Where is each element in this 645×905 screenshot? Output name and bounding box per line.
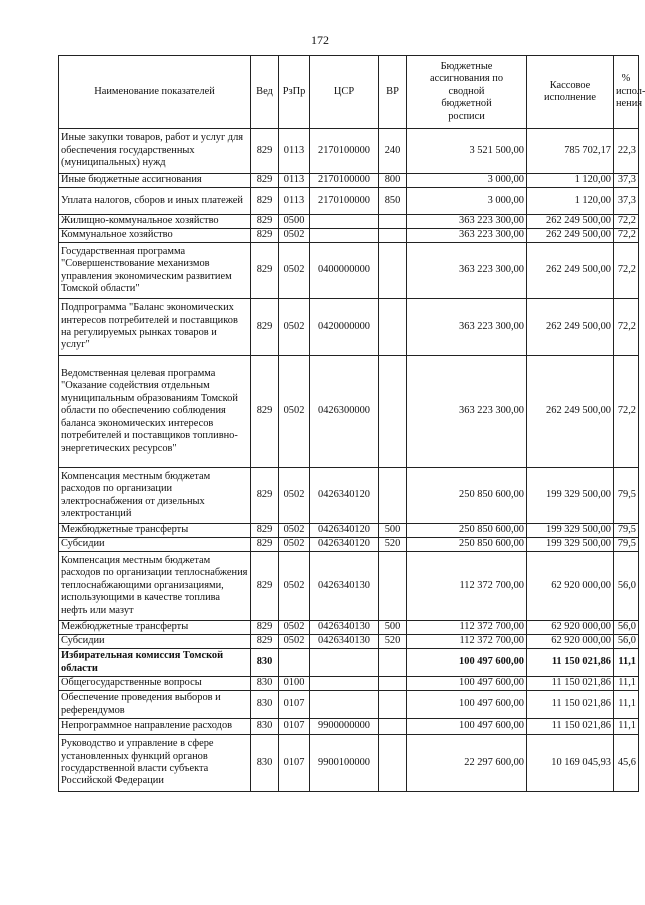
- cell-name: Коммунальное хозяйство: [59, 229, 251, 243]
- table-row: [59, 552, 639, 621]
- cell-vr: [379, 356, 407, 468]
- cell-pct: 22,3: [614, 129, 639, 174]
- table-row: [59, 243, 639, 299]
- cell-budget: 363 223 300,00: [407, 356, 527, 468]
- header-csr: ЦСР: [310, 56, 379, 129]
- header-budget: Бюджетные ассигнования по сводной бюджетной росписи: [407, 56, 527, 129]
- cell-cash: 62 920 000,00: [527, 621, 614, 635]
- cell-cash: 199 329 500,00: [527, 538, 614, 552]
- cell-rzpr: 0502: [279, 229, 310, 243]
- page-number: 172: [311, 33, 329, 47]
- cell-ved: 830: [251, 677, 279, 691]
- cell-budget: 100 497 600,00: [407, 677, 527, 691]
- cell-budget: 3 000,00: [407, 188, 527, 215]
- cell-csr: 0426340120: [310, 524, 379, 538]
- cell-csr: 2170100000: [310, 188, 379, 215]
- table-row: [59, 174, 639, 188]
- cell-pct: 11,1: [614, 719, 639, 735]
- cell-cash: 62 920 000,00: [527, 552, 614, 621]
- cell-ved: 829: [251, 468, 279, 524]
- cell-vr: [379, 468, 407, 524]
- cell-pct: 72,2: [614, 229, 639, 243]
- cell-pct: 11,1: [614, 677, 639, 691]
- cell-csr: 0420000000: [310, 299, 379, 356]
- cell-vr: 800: [379, 174, 407, 188]
- cell-cash: 262 249 500,00: [527, 299, 614, 356]
- cell-cash: 1 120,00: [527, 188, 614, 215]
- cell-rzpr: [279, 649, 310, 677]
- cell-cash: 262 249 500,00: [527, 356, 614, 468]
- cell-pct: 37,3: [614, 174, 639, 188]
- cell-csr: 0426340120: [310, 538, 379, 552]
- cell-csr: 0426300000: [310, 356, 379, 468]
- table-row: [59, 299, 639, 356]
- cell-cash: 262 249 500,00: [527, 215, 614, 229]
- cell-ved: 829: [251, 188, 279, 215]
- header-rzpr: РзПр: [279, 56, 310, 129]
- cell-vr: [379, 677, 407, 691]
- cell-csr: [310, 677, 379, 691]
- table-row: [59, 735, 639, 792]
- cell-cash: 11 150 021,86: [527, 649, 614, 677]
- cell-rzpr: 0502: [279, 524, 310, 538]
- header-ved: Вед: [251, 56, 279, 129]
- cell-pct: 79,5: [614, 538, 639, 552]
- cell-budget: 22 297 600,00: [407, 735, 527, 792]
- cell-csr: [310, 649, 379, 677]
- cell-vr: 500: [379, 524, 407, 538]
- cell-budget: 3 521 500,00: [407, 129, 527, 174]
- cell-ved: 829: [251, 215, 279, 229]
- cell-rzpr: 0500: [279, 215, 310, 229]
- table-row: [59, 691, 639, 719]
- cell-vr: [379, 719, 407, 735]
- cell-cash: 11 150 021,86: [527, 677, 614, 691]
- cell-ved: 829: [251, 356, 279, 468]
- cell-ved: 829: [251, 552, 279, 621]
- cell-ved: 829: [251, 621, 279, 635]
- budget-table: [58, 55, 645, 792]
- cell-rzpr: 0113: [279, 188, 310, 215]
- cell-cash: 11 150 021,86: [527, 719, 614, 735]
- table-row: [59, 524, 639, 538]
- cell-ved: 830: [251, 649, 279, 677]
- cell-budget: 112 372 700,00: [407, 552, 527, 621]
- cell-budget: 250 850 600,00: [407, 538, 527, 552]
- cell-name: Компенсация местным бюджетам расходов по организации электроснабжения от дизельных электростанций: [59, 468, 251, 524]
- cell-pct: 72,2: [614, 215, 639, 229]
- table-row: [59, 468, 639, 524]
- cell-rzpr: 0502: [279, 243, 310, 299]
- cell-budget: 112 372 700,00: [407, 621, 527, 635]
- cell-vr: 520: [379, 635, 407, 649]
- cell-name: Подпрограмма "Баланс экономических интересов потребителей и поставщиков на регулируемых рынках товаров и услуг": [59, 299, 251, 356]
- cell-pct: 56,0: [614, 635, 639, 649]
- cell-ved: 829: [251, 635, 279, 649]
- cell-vr: 240: [379, 129, 407, 174]
- cell-csr: [310, 229, 379, 243]
- cell-ved: 829: [251, 243, 279, 299]
- cell-pct: 45,6: [614, 735, 639, 792]
- cell-pct: 79,5: [614, 524, 639, 538]
- cell-pct: 72,2: [614, 299, 639, 356]
- table-row: [59, 538, 639, 552]
- cell-csr: 0426340130: [310, 635, 379, 649]
- cell-vr: [379, 552, 407, 621]
- cell-csr: 2170100000: [310, 174, 379, 188]
- cell-name: Государственная программа "Совершенствование механизмов управления экономическим развитием Томской области": [59, 243, 251, 299]
- header-name: Наименование показателей: [59, 56, 251, 129]
- cell-rzpr: 0107: [279, 735, 310, 792]
- cell-rzpr: 0502: [279, 468, 310, 524]
- cell-rzpr: 0113: [279, 174, 310, 188]
- cell-budget: 250 850 600,00: [407, 468, 527, 524]
- table-row: [59, 188, 639, 215]
- cell-cash: 62 920 000,00: [527, 635, 614, 649]
- cell-budget: 250 850 600,00: [407, 524, 527, 538]
- cell-name: Субсидии: [59, 538, 251, 552]
- cell-ved: 830: [251, 719, 279, 735]
- cell-ved: 830: [251, 735, 279, 792]
- cell-pct: 72,2: [614, 356, 639, 468]
- cell-csr: 2170100000: [310, 129, 379, 174]
- cell-vr: 500: [379, 621, 407, 635]
- header-percent: % испол- нения: [614, 56, 639, 129]
- cell-vr: 850: [379, 188, 407, 215]
- cell-vr: [379, 691, 407, 719]
- cell-ved: 830: [251, 691, 279, 719]
- cell-csr: 0400000000: [310, 243, 379, 299]
- cell-cash: 11 150 021,86: [527, 691, 614, 719]
- cell-csr: 0426340130: [310, 552, 379, 621]
- cell-ved: 829: [251, 538, 279, 552]
- cell-rzpr: 0502: [279, 621, 310, 635]
- cell-rzpr: 0502: [279, 635, 310, 649]
- cell-name: Руководство и управление в сфере установленных функций органов государственной власти субъекта Российской Федерации: [59, 735, 251, 792]
- table-row: [59, 649, 639, 677]
- header-cash: Кассовое исполнение: [527, 56, 614, 129]
- cell-rzpr: 0107: [279, 691, 310, 719]
- cell-csr: 9900000000: [310, 719, 379, 735]
- table-row: [59, 719, 639, 735]
- cell-name: Обеспечение проведения выборов и референдумов: [59, 691, 251, 719]
- table-row: [59, 215, 639, 229]
- cell-budget: 363 223 300,00: [407, 229, 527, 243]
- cell-name: Иные закупки товаров, работ и услуг для обеспечения государственных (муниципальных) нужд: [59, 129, 251, 174]
- cell-vr: 520: [379, 538, 407, 552]
- cell-rzpr: 0502: [279, 552, 310, 621]
- cell-ved: 829: [251, 299, 279, 356]
- cell-budget: 363 223 300,00: [407, 243, 527, 299]
- cell-csr: 0426340130: [310, 621, 379, 635]
- cell-name: Уплата налогов, сборов и иных платежей: [59, 188, 251, 215]
- cell-name: Избирательная комиссия Томской области: [59, 649, 251, 677]
- cell-cash: 199 329 500,00: [527, 468, 614, 524]
- cell-name: Ведомственная целевая программа "Оказание содействия отдельным муниципальным образованиям Томской области по обеспечению соблюдения баланса экономических интересов потребителей и поставщиков топливно-энергетических ресурсов": [59, 356, 251, 468]
- cell-budget: 363 223 300,00: [407, 299, 527, 356]
- cell-name: Межбюджетные трансферты: [59, 621, 251, 635]
- cell-pct: 11,1: [614, 691, 639, 719]
- cell-pct: 37,3: [614, 188, 639, 215]
- cell-vr: [379, 299, 407, 356]
- cell-rzpr: 0107: [279, 719, 310, 735]
- table-row: [59, 129, 639, 174]
- cell-pct: 56,0: [614, 621, 639, 635]
- cell-pct: 79,5: [614, 468, 639, 524]
- cell-cash: 785 702,17: [527, 129, 614, 174]
- cell-rzpr: 0502: [279, 538, 310, 552]
- cell-name: Компенсация местным бюджетам расходов по организации теплоснабжения теплоснабжающими организациями, использующими в качестве топлива нефть или мазут: [59, 552, 251, 621]
- cell-vr: [379, 215, 407, 229]
- table-header-row: [59, 56, 639, 129]
- cell-ved: 829: [251, 229, 279, 243]
- cell-csr: [310, 215, 379, 229]
- cell-ved: 829: [251, 524, 279, 538]
- cell-budget: 100 497 600,00: [407, 691, 527, 719]
- cell-pct: 11,1: [614, 649, 639, 677]
- cell-name: Жилищно-коммунальное хозяйство: [59, 215, 251, 229]
- cell-name: Общегосударственные вопросы: [59, 677, 251, 691]
- cell-budget: 3 000,00: [407, 174, 527, 188]
- cell-budget: 363 223 300,00: [407, 215, 527, 229]
- cell-cash: 262 249 500,00: [527, 229, 614, 243]
- cell-csr: 9900100000: [310, 735, 379, 792]
- cell-budget: 100 497 600,00: [407, 719, 527, 735]
- cell-cash: 199 329 500,00: [527, 524, 614, 538]
- cell-budget: 112 372 700,00: [407, 635, 527, 649]
- cell-name: Непрограммное направление расходов: [59, 719, 251, 735]
- cell-vr: [379, 229, 407, 243]
- cell-budget: 100 497 600,00: [407, 649, 527, 677]
- cell-vr: [379, 649, 407, 677]
- cell-name: Субсидии: [59, 635, 251, 649]
- cell-ved: 829: [251, 129, 279, 174]
- cell-cash: 10 169 045,93: [527, 735, 614, 792]
- cell-name: Межбюджетные трансферты: [59, 524, 251, 538]
- cell-rzpr: 0113: [279, 129, 310, 174]
- cell-vr: [379, 243, 407, 299]
- cell-pct: 72,2: [614, 243, 639, 299]
- cell-rzpr: 0502: [279, 299, 310, 356]
- cell-csr: 0426340120: [310, 468, 379, 524]
- table-row: [59, 635, 639, 649]
- cell-csr: [310, 691, 379, 719]
- cell-vr: [379, 735, 407, 792]
- cell-cash: 262 249 500,00: [527, 243, 614, 299]
- table-row: [59, 621, 639, 635]
- cell-cash: 1 120,00: [527, 174, 614, 188]
- header-vr: ВР: [379, 56, 407, 129]
- cell-name: Иные бюджетные ассигнования: [59, 174, 251, 188]
- table-row: [59, 229, 639, 243]
- cell-ved: 829: [251, 174, 279, 188]
- cell-rzpr: 0100: [279, 677, 310, 691]
- cell-pct: 56,0: [614, 552, 639, 621]
- cell-rzpr: 0502: [279, 356, 310, 468]
- table-row: [59, 356, 639, 468]
- table-row: [59, 677, 639, 691]
